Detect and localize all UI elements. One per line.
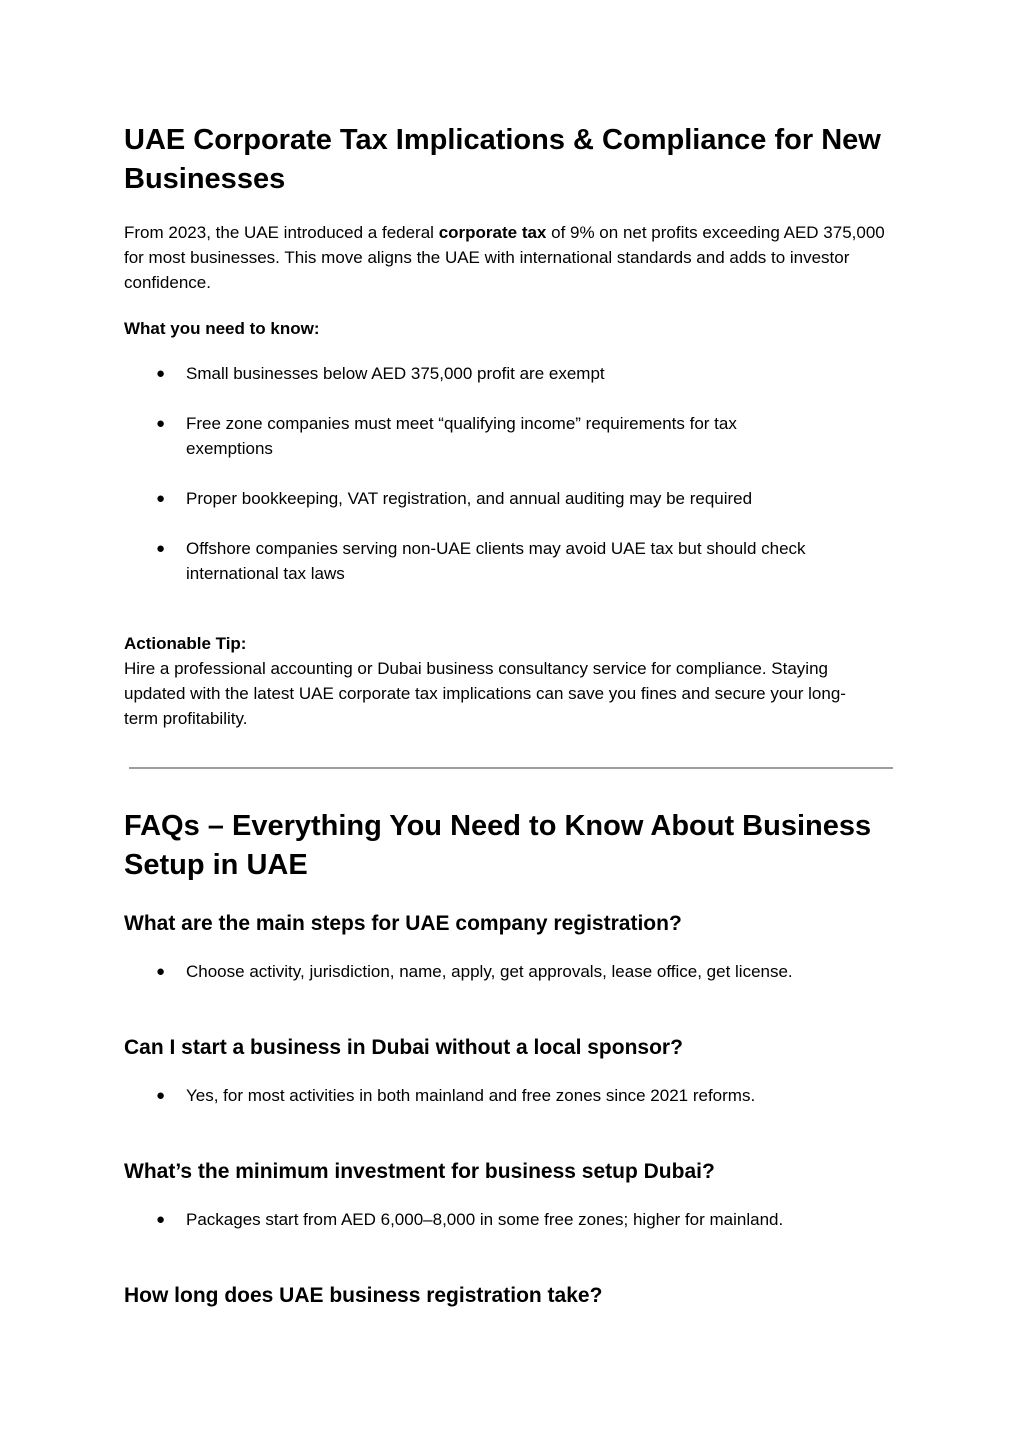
bullet-icon: ● <box>156 365 166 382</box>
list-item-text: Free zone companies must meet “qualifying income” requirements for tax exemptions <box>186 414 737 458</box>
intro-text-bold: corporate tax <box>438 223 547 242</box>
faq-answer: Yes, for most activities in both mainland and free zones since 2021 reforms. <box>186 1086 756 1105</box>
faq-question: Can I start a business in Dubai without a local sponsor? <box>124 1036 683 1059</box>
bullet-icon: ● <box>156 415 166 432</box>
corporate-tax-intro <box>124 220 904 295</box>
list-item-text: Proper bookkeeping, VAT registration, and annual auditing may be required <box>186 489 753 508</box>
bullet-icon: ● <box>156 490 166 507</box>
section-heading-corporate-tax: UAE Corporate Tax Implications & Compliance for New Businesses <box>124 124 881 195</box>
faq-question: How long does UAE business registration take? <box>124 1284 603 1307</box>
intro-text-end: of 9% on net profits exceeding AED 375,000 for most businesses. This move aligns the UAE with international standards and adds to investor confidence. <box>124 223 885 292</box>
list-item-text: Offshore companies serving non-UAE clients may avoid UAE tax but should check international tax laws <box>186 539 806 583</box>
bullet-icon: ● <box>156 1087 166 1104</box>
section-heading-faqs: FAQs – Everything You Need to Know About Business Setup in UAE <box>124 810 872 881</box>
faq-question: What’s the minimum investment for business setup Dubai? <box>124 1160 715 1183</box>
list-item-text: Small businesses below AED 375,000 profit are exempt <box>186 364 605 383</box>
faq-question: What are the main steps for UAE company registration? <box>124 912 682 935</box>
bullet-icon: ● <box>156 1211 166 1228</box>
need-to-know-label: What you need to know: <box>124 319 320 338</box>
faq-answer: Packages start from AED 6,000–8,000 in some free zones; higher for mainland. <box>186 1210 784 1229</box>
actionable-tip-text: Hire a professional accounting or Dubai business consultancy service for compliance. Staying updated with the latest UAE corporate tax implications can save you fines and secure your long-term profitability. <box>124 659 846 728</box>
bullet-icon: ● <box>156 540 166 557</box>
section-divider <box>129 767 893 769</box>
faq-answer: Choose activity, jurisdiction, name, apply, get approvals, lease office, get license. <box>186 962 793 981</box>
intro-text-start: From 2023, the UAE introduced a federal <box>124 223 439 242</box>
actionable-tip-label: Actionable Tip: <box>124 634 247 653</box>
bullet-icon: ● <box>156 963 166 980</box>
